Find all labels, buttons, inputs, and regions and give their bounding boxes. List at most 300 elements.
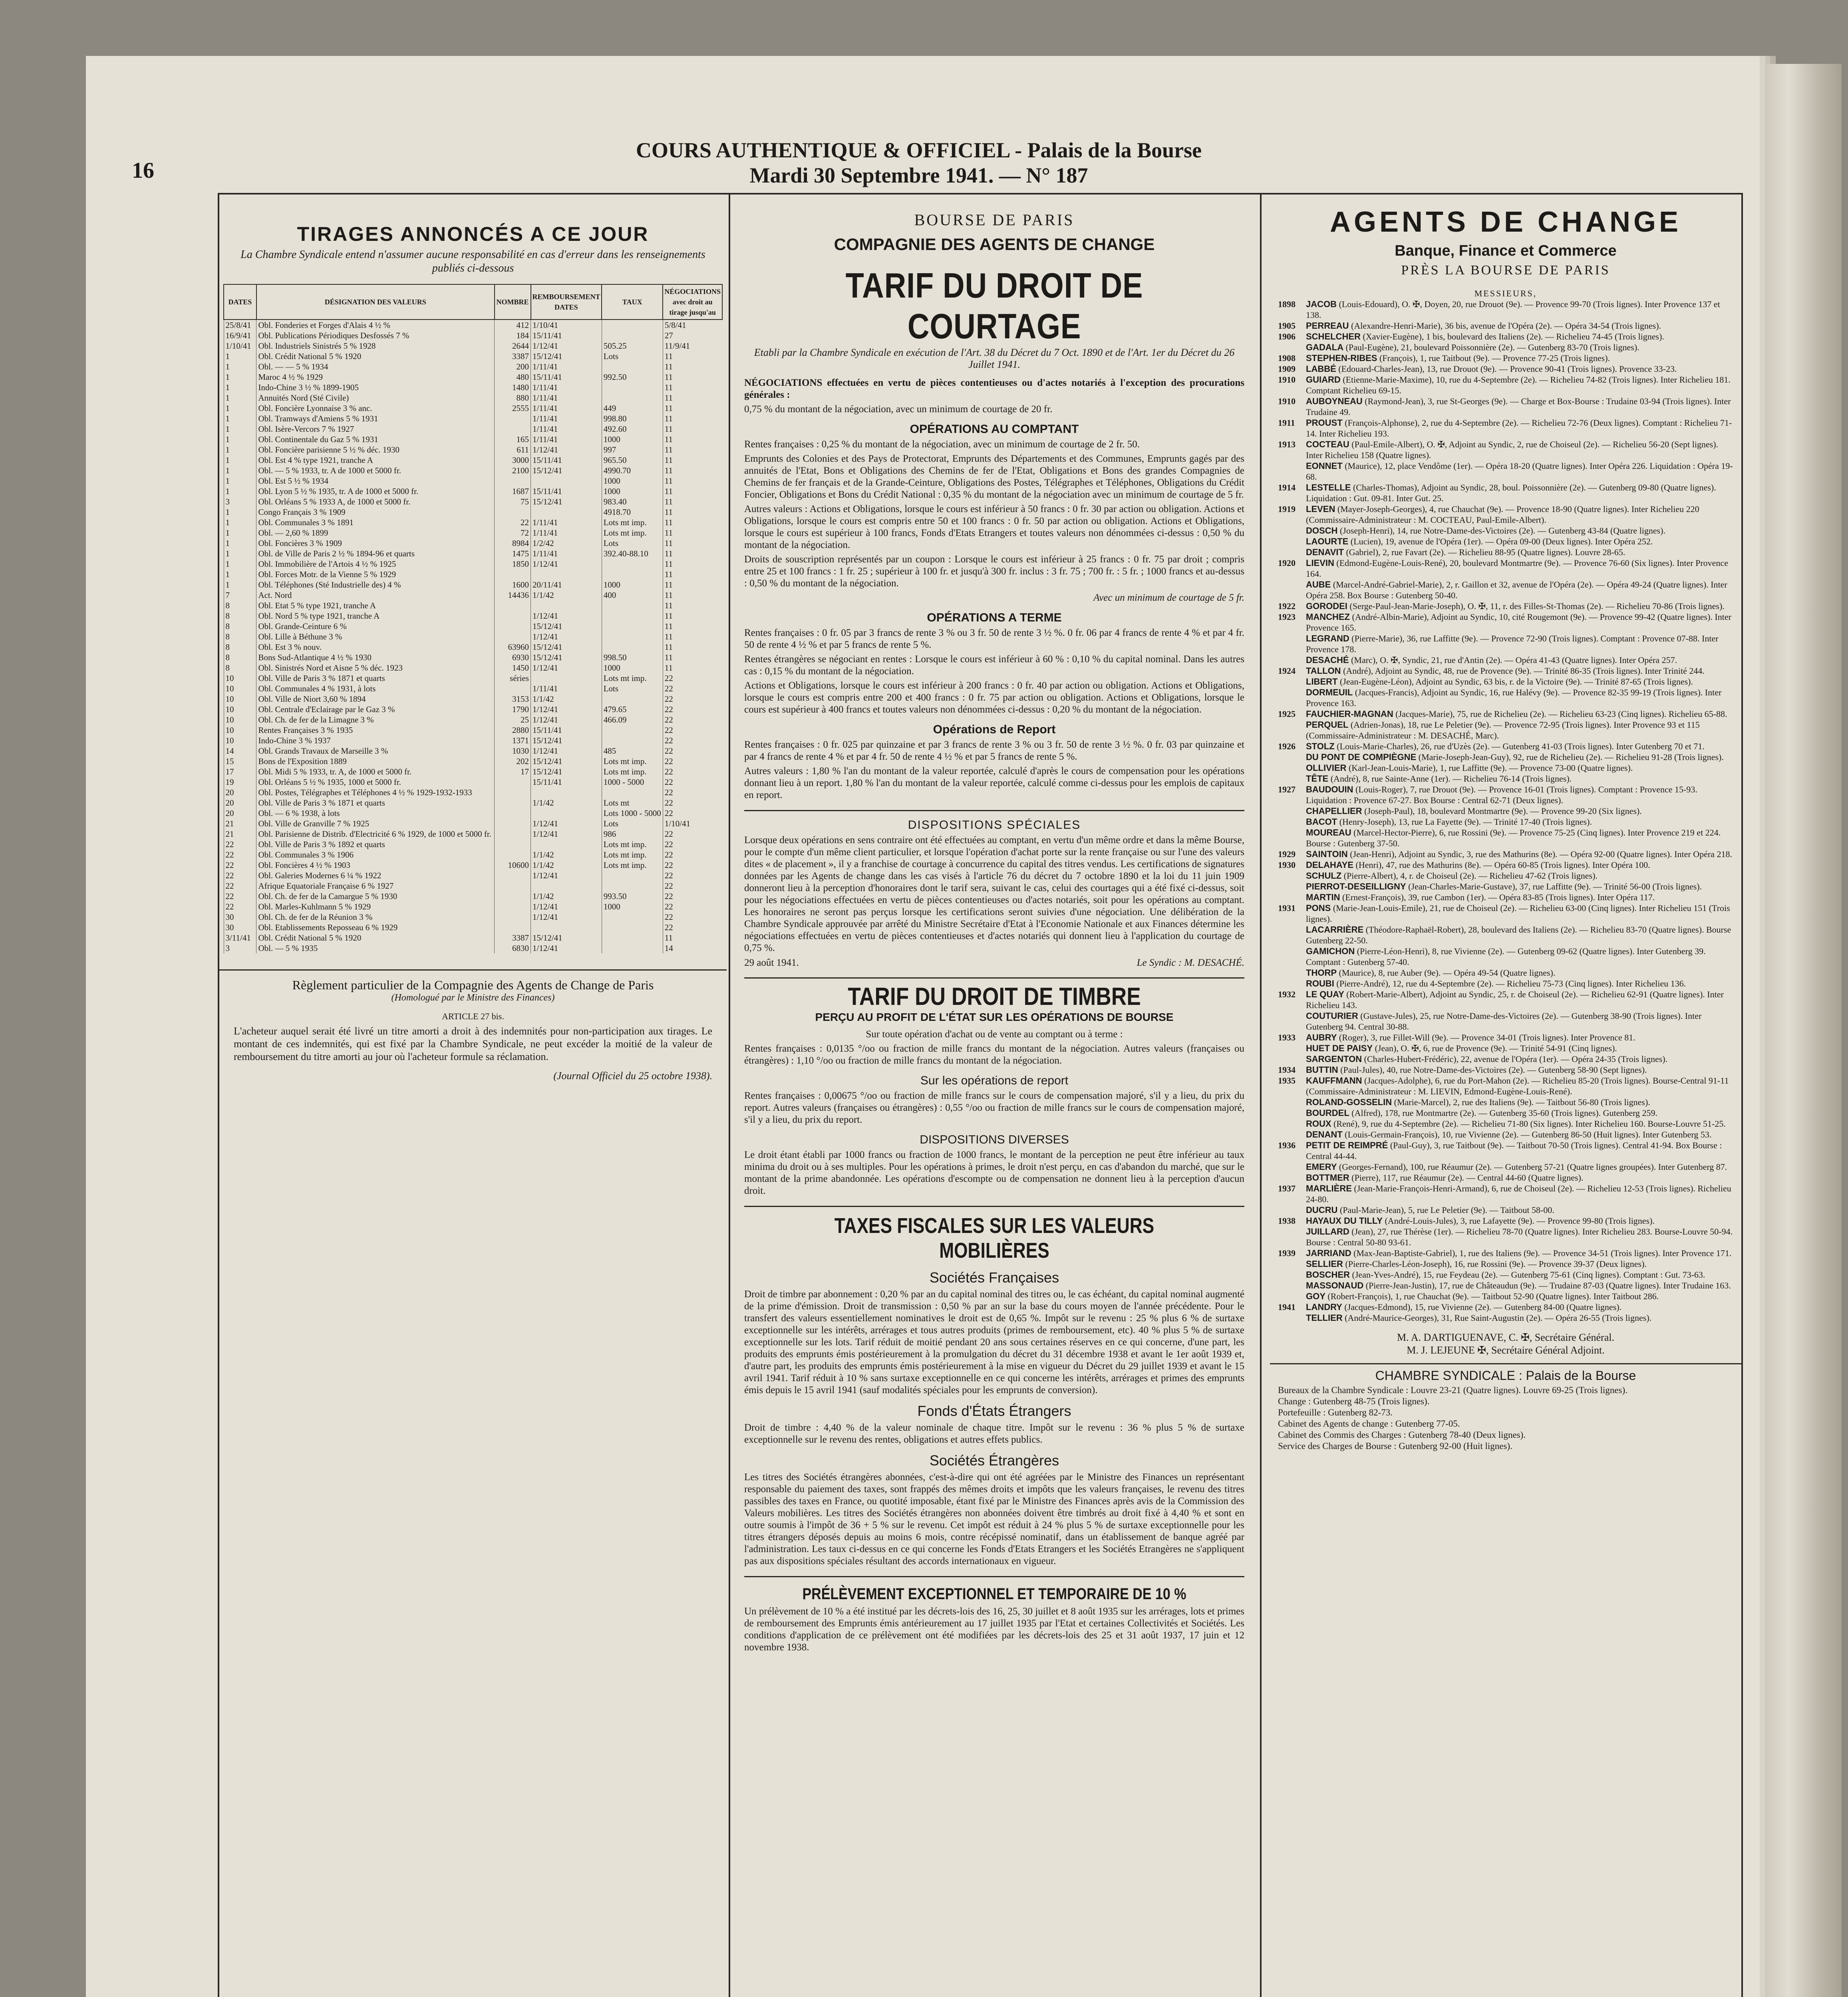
table-row	[224, 528, 722, 538]
table-cell: 15/11/41	[531, 330, 602, 341]
table-cell: 11	[663, 445, 722, 455]
table-cell: Obl. Postes, Télégraphes et Téléphones 4 ½ % 1929-1932-1933	[256, 787, 495, 798]
table-cell: 11	[663, 507, 722, 517]
courtage-syndic: Le Syndic : M. DESACHÉ.	[1137, 957, 1244, 968]
report-p2: Autres valeurs : 1,80 % l'an du montant de la valeur reportée, calculé d'après le cours de compensation pour les opérations donnant lieu à un report. 1,80 % l'an du montant de la valeur reportée, calculé comme ci-dessus pour les emplois de capitaux en report.	[744, 766, 1244, 800]
tirages-column-header: REMBOURSEMENT DATES	[531, 284, 602, 320]
column-rule	[1260, 195, 1262, 1997]
table-cell: 22	[663, 808, 722, 818]
taxes-etr-text: Les titres des Sociétés étrangères abonnées, c'est-à-dire qui ont été agréées par le Ministre des Finances un représentant responsable du paiement des taxes, sont frappés des mêmes droits et impôts que les valeurs françaises, le revenu des titres passibles des taxes en France, ou quotité imposable, étant fixé par le Ministre des Finances après avis de la Commission des Valeurs mobilières. Les titres des Sociétés étrangères non abonnées doivent être timbrés au droit fixé à 4,40 % et sont en outre soumis à l'impôt de 36 + 5 % sur le revenu. Cet impôt est réduit à 24 % plus 5 % de surtaxe exceptionnelle pour les titres étrangers déposés depuis au moins 6 mois, contre récépissé nominatif, dans un établissement de banque agréé par l'administration. Les taux ci-dessus en ce qui concerne les Fonds d'Etats Etrangers et les Sociétés Etrangères ne s'appliquent pas aux dispositions spéciales résultant des accords internationaux en vigueur.	[744, 1472, 1244, 1566]
table-row	[224, 808, 722, 818]
list-item	[1278, 1215, 1733, 1226]
table-cell	[495, 413, 531, 424]
table-cell: Obl. Lyon 5 ½ % 1935, tr. A de 1000 et 5000 fr.	[256, 486, 495, 496]
table-cell: Lots mt imp.	[602, 839, 663, 850]
table-cell	[495, 600, 531, 611]
table-cell: Lots mt	[602, 798, 663, 808]
table-row	[224, 766, 722, 777]
table-cell	[602, 600, 663, 611]
agent-details: (Pierre-Jean-Justin), 17, rue de Châteaudun (9e). — Trudaine 87-03 (Quatre lignes). Inter Trudaine 163.	[1363, 1280, 1731, 1290]
table-cell	[602, 320, 663, 330]
reglement-text: L'acheteur auquel serait été livré un titre amorti a droit à des indemnités pour non-participation aux tirages. Le montant de ces indemnités, qui est fixé par la Chambre Syndicale, ne peut excéder la moitié de la valeur de remboursement du titre amorti au jour où l'acheteur formule sa réclamation.	[234, 1025, 712, 1062]
table-cell: Obl. Centrale d'Eclairage par le Gaz 3 %	[256, 704, 495, 715]
table-cell: 15/12/41	[531, 766, 602, 777]
agent-name: LEGRAND	[1306, 633, 1349, 643]
table-cell: 22	[663, 787, 722, 798]
agent-name: EONNET	[1306, 461, 1343, 471]
agent-name: SAINTOIN	[1306, 849, 1348, 859]
table-cell: Obl. Est 5 ½ % 1934	[256, 476, 495, 486]
table-cell: 16/9/41	[224, 330, 256, 341]
table-cell: 22	[224, 881, 256, 891]
agent-name: ROUBI	[1306, 979, 1334, 989]
agent-name: SCHULZ	[1306, 871, 1342, 881]
table-cell: 21	[224, 829, 256, 839]
taxes-etr-title: Sociétés Étrangères	[929, 1452, 1059, 1469]
table-row	[224, 548, 722, 559]
agent-year	[1278, 1043, 1306, 1054]
agent-entry	[1306, 1215, 1733, 1226]
table-cell: 3387	[495, 933, 531, 943]
reglement-source: (Journal Officiel du 25 octobre 1938).	[553, 1070, 712, 1082]
list-item	[1278, 849, 1733, 860]
agent-details: (Pierre), 117, rue Réaumur (2e). — Central 44-60 (Quatre lignes).	[1349, 1173, 1584, 1183]
table-cell	[495, 777, 531, 787]
agent-entry	[1306, 417, 1733, 439]
table-cell: 15/12/41	[531, 496, 602, 507]
table-cell	[495, 808, 531, 818]
table-row	[224, 694, 722, 704]
table-cell: 20	[224, 808, 256, 818]
agent-name: SCHELCHER	[1306, 332, 1361, 341]
table-cell: 1/12/41	[531, 559, 602, 569]
comptant-p2: Emprunts des Colonies et des Pays de Protectorat, Emprunts des Départements et des Communes, Emprunts gagés par des annuités de l'Etat, Bons et Obligations des Chemins de fer de l'Etat, Obligations et Bons des grandes Compagnies de Chemins de fer français et de la Grande-Ceinture, Obligations des Postes, Télégraphes et Téléphones, Obligations du Crédit Foncier, Obligations et Bons du Crédit National : 0,35 % du montant de la négociation avec un minimum de courtage de 5 fr.	[744, 453, 1244, 500]
table-row	[224, 569, 722, 580]
table-cell: 22	[663, 683, 722, 694]
table-cell: 15/11/41	[531, 372, 602, 382]
table-cell: 8	[224, 642, 256, 652]
table-row	[224, 798, 722, 808]
agent-year: 1922	[1278, 601, 1296, 611]
table-cell: 1	[224, 413, 256, 424]
table-cell: Obl. — 2,60 % 1899	[256, 528, 495, 538]
agent-year	[1278, 806, 1306, 816]
table-cell	[602, 611, 663, 621]
agent-entry	[1306, 1312, 1733, 1323]
agent-entry	[1306, 320, 1733, 331]
agent-details: (Jean-Charles-Marie-Gustave), 37, rue Laffitte (9e). — Trinité 56-00 (Trois lignes).	[1406, 881, 1702, 891]
table-cell	[531, 569, 602, 580]
list-item	[1278, 353, 1733, 363]
agent-name: THORP	[1306, 968, 1337, 978]
table-cell: Lots mt imp.	[602, 860, 663, 870]
agent-entry	[1306, 849, 1733, 860]
table-cell: 1/12/41	[531, 341, 602, 351]
table-cell: Lots mt imp.	[602, 528, 663, 538]
agent-details: (Edmond-Eugène-Louis-René), 20, boulevard Montmartre (9e). — Provence 76-60 (Six lignes). Inter Provence 164.	[1306, 558, 1728, 579]
list-item	[1278, 1312, 1733, 1323]
table-cell: 8	[224, 611, 256, 621]
agent-year	[1278, 881, 1306, 892]
table-cell	[602, 943, 663, 953]
table-cell: 10	[224, 683, 256, 694]
table-cell	[531, 922, 602, 933]
table-cell: 11	[663, 403, 722, 413]
list-item	[1278, 1280, 1733, 1291]
table-row	[224, 517, 722, 528]
table-cell: Obl. — 6 % 1938, à lots	[256, 808, 495, 818]
table-cell	[495, 901, 531, 912]
table-cell: 986	[602, 829, 663, 839]
chambre-item: Cabinet des Agents de change : Gutenberg 77-05.	[1278, 1419, 1460, 1429]
table-cell: Obl. de Ville de Paris 2 ½ % 1894-96 et quarts	[256, 548, 495, 559]
table-cell	[602, 621, 663, 631]
agent-entry	[1306, 353, 1733, 363]
table-cell: Obl. Continentale du Gaz 5 % 1931	[256, 434, 495, 445]
signature-2: M. J. LEJEUNE ✠, Secrétaire Général Adjoint.	[1407, 1344, 1605, 1356]
header-title: COURS AUTHENTIQUE & OFFICIEL - Palais de la Bourse	[636, 138, 1202, 162]
table-cell: 8	[224, 631, 256, 642]
table-cell	[495, 829, 531, 839]
table-cell: 11	[663, 517, 722, 528]
table-cell	[495, 621, 531, 631]
tirages-header-row	[224, 284, 722, 320]
agent-year	[1278, 676, 1306, 687]
agent-name: HUET DE PAISY	[1306, 1043, 1373, 1053]
agent-entry	[1306, 611, 1733, 633]
table-cell: 880	[495, 393, 531, 403]
list-item	[1278, 665, 1733, 676]
agent-name: FAUCHIER-MAGNAN	[1306, 709, 1393, 719]
agent-year	[1278, 1097, 1306, 1108]
list-item	[1278, 870, 1733, 881]
table-cell: Obl. — 5 % 1935	[256, 943, 495, 953]
agent-year: 1931	[1278, 903, 1296, 913]
prelevement-text: Un prélèvement de 10 % a été institué par les décrets-lois des 16, 25, 30 juillet et 8 août 1935 sur les arrérages, lots et primes de remboursement des Emprunts émis antérieurement au 17 juillet 1935 par l'Etat et certaines Collectivités et Sociétés. Les conditions d'application de ce prélèvement ont été modifiées par les décrets-lois des 25 et 31 août 1937, 17 juin et 12 novembre 1938.	[744, 1606, 1244, 1653]
agent-details: (Marie-Joseph-Jean-Guy), 92, rue de Richelieu (2e). — Richelieu 91-28 (Trois lignes).	[1416, 752, 1724, 762]
table-cell: Obl. Ch. de fer de la Camargue 5 % 1930	[256, 891, 495, 901]
table-cell: 1/11/41	[531, 517, 602, 528]
table-cell: 17	[224, 766, 256, 777]
agent-year: 1919	[1278, 504, 1296, 514]
table-row	[224, 725, 722, 735]
table-cell: 1/11/41	[531, 382, 602, 393]
table-cell: 2880	[495, 725, 531, 735]
table-cell	[602, 922, 663, 933]
table-cell: 11	[663, 455, 722, 465]
table-cell: 30	[224, 912, 256, 922]
agent-year	[1278, 655, 1306, 665]
table-cell: Obl. Midi 5 % 1933, tr. A, de 1000 et 5000 fr.	[256, 766, 495, 777]
agent-entry	[1306, 881, 1733, 892]
chambre-item: Portefeuille : Gutenberg 82-73.	[1278, 1407, 1393, 1417]
table-cell: 72	[495, 528, 531, 538]
list-item	[1278, 601, 1733, 611]
agent-details: (Louis-Edouard), O. ✠, Doyen, 20, rue Drouot (9e). — Provence 99-70 (Trois lignes). Inter Provence 137 et 138.	[1306, 299, 1720, 320]
agent-details: (Adrien-Jonas), 18, rue Le Peletier (9e). — Provence 72-95 (Trois lignes). Inter Provence 93 et 115 (Commissaire-Administrateur : M. DESACHÉ, Marc).	[1306, 720, 1700, 740]
list-item	[1278, 299, 1733, 320]
table-row	[224, 839, 722, 850]
agent-details: (Karl-Jean-Louis-Marie), 1, rue Laffitte (9e). — Provence 73-00 (Quatre lignes).	[1346, 763, 1633, 773]
agent-name: BACOT	[1306, 817, 1337, 827]
tirages-table	[223, 284, 723, 953]
agent-entry	[1306, 752, 1733, 762]
agent-year: 1910	[1278, 396, 1296, 406]
chambre-item: Service des Charges de Bourse : Gutenberg 92-00 (Huit lignes).	[1278, 1441, 1512, 1451]
list-item	[1278, 547, 1733, 558]
table-cell: Obl. Est 4 % type 1921, tranche A	[256, 455, 495, 465]
table-cell: 10	[224, 704, 256, 715]
timbre-intro: Sur toute opération d'achat ou de vente au comptant ou à terme :	[866, 1029, 1123, 1040]
table-row	[224, 922, 722, 933]
list-item	[1278, 1118, 1733, 1129]
agent-name: ROUX	[1306, 1119, 1331, 1129]
table-cell: 11	[663, 382, 722, 393]
table-cell: 5/8/41	[663, 320, 722, 330]
agent-entry	[1306, 299, 1733, 320]
table-cell: Obl. Tramways d'Amiens 5 % 1931	[256, 413, 495, 424]
agent-name: BOTTMER	[1306, 1173, 1349, 1183]
table-cell: 10	[224, 673, 256, 683]
agent-year: 1932	[1278, 989, 1296, 999]
agent-name: JACOB	[1306, 299, 1337, 309]
list-item	[1278, 482, 1733, 504]
agent-name: TELLIER	[1306, 1313, 1343, 1323]
list-item	[1278, 1248, 1733, 1259]
agent-entry	[1306, 1269, 1733, 1280]
agent-entry	[1306, 1064, 1733, 1075]
chambre-list	[1270, 1383, 1741, 1453]
list-item	[1278, 762, 1733, 773]
agent-year	[1278, 1118, 1306, 1129]
table-cell: Maroc 4 ½ % 1929	[256, 372, 495, 382]
table-cell: Obl. Forces Motr. de la Vienne 5 % 1929	[256, 569, 495, 580]
table-cell: 11	[663, 652, 722, 663]
table-cell: 22	[663, 798, 722, 808]
table-cell: Obl. Isère-Vercors 7 % 1927	[256, 424, 495, 434]
table-cell: 1/12/41	[531, 746, 602, 756]
agent-year	[1278, 1054, 1306, 1064]
agent-name: LANDRY	[1306, 1302, 1342, 1312]
table-cell: 11	[663, 413, 722, 424]
table-cell: 1/12/41	[531, 631, 602, 642]
table-cell: Obl. Grande-Ceinture 6 %	[256, 621, 495, 631]
table-cell: 14	[224, 746, 256, 756]
agent-details: (André-Louis-Jules), 3, rue Lafayette (9e). — Provence 99-80 (Trois lignes).	[1382, 1216, 1655, 1226]
agent-entry	[1306, 1129, 1733, 1140]
table-cell: 1600	[495, 580, 531, 590]
agent-name: PONS	[1306, 903, 1331, 913]
taxes-fr-title: Sociétés Françaises	[929, 1269, 1059, 1286]
agent-details: (Gabriel), 2, rue Favart (2e). — Richelieu 88-95 (Quatre lignes). Louvre 28-65.	[1343, 547, 1625, 557]
agent-entry	[1306, 1280, 1733, 1291]
agent-year	[1278, 719, 1306, 741]
agent-year: 1913	[1278, 439, 1296, 449]
chambre-item: Change : Gutenberg 48-75 (Trois lignes).	[1278, 1396, 1430, 1406]
agent-entry	[1306, 504, 1733, 525]
agent-details: (Xavier-Eugène), 1 bis, boulevard des Italiens (2e). — Richelieu 74-45 (Trois lignes).	[1360, 332, 1664, 341]
table-cell: Obl. Foncières 4 ½ % 1903	[256, 860, 495, 870]
agent-details: (André), 8, rue Sainte-Anne (1er). — Richelieu 76-14 (Trois lignes).	[1328, 774, 1572, 784]
taxes-fr-text: Droit de timbre par abonnement : 0,20 % par an du capital nominal des titres ou, le cas échéant, du capital nominal augmenté de la prime d'émission. Droit de transmission : 0,50 % par an sur la base du cours moyen de l'année précédente. Pour le transfert des valeurs essentiellement nominatives le droit est de 0,65 %. Impôt sur le revenu : 25 % plus 6 % de surtaxe exceptionnelle sur les intérêts, arrérages et tous autres produits (primes de remboursement, etc). 40 % plus 5 % de surtaxe exceptionnelle sur les lots. Tarif réduit de moitié pendant 20 ans sous certaines réserves en ce qui concerne, d'une part, les produits des emprunts émis postérieurement à la promulgation du décret du 31 décembre 1938 et avant le 1er août 1939 et, d'autre part, les produits des emprunts émis postérieurement à la mise en vigueur du Décret du 29 juillet 1939 et avant le 15 avril 1941. Tarif réduit à 10 % sans surtaxe exceptionnelle en ce qui concerne les intérêts, arrérages et primes des emprunts émis depuis le 15 avril 1941 (sauf modalités spéciales pour les emprunts de conversion).	[744, 1289, 1244, 1396]
table-cell	[495, 683, 531, 694]
agent-entry	[1306, 558, 1733, 579]
agent-details: (Pierre-Marie), 36, rue Laffitte (9e). — Provence 72-90 (Trois lignes). Comptant : Provence 07-88. Inter Provence 178.	[1306, 633, 1719, 654]
list-item	[1278, 1140, 1733, 1161]
agent-entry	[1306, 439, 1733, 461]
table-cell: Lots mt imp.	[602, 673, 663, 683]
agent-details: (Louis-Marie-Charles), 26, rue d'Uzès (2e). — Gutenberg 41-03 (Trois lignes). Inter Gutenberg 70 et 71.	[1334, 741, 1705, 751]
table-cell: 1	[224, 569, 256, 580]
table-cell: 1480	[495, 382, 531, 393]
agent-details: (Henry-Joseph), 13, rue La Fayette (9e). — Trinité 17-40 (Trois lignes).	[1337, 817, 1592, 827]
agent-name: CHAPELLIER	[1306, 806, 1362, 816]
tirages-column	[219, 195, 727, 1997]
table-cell: 1/12/41	[531, 818, 602, 829]
table-cell: 11	[663, 351, 722, 361]
table-cell: 11	[663, 393, 722, 403]
agent-year	[1278, 762, 1306, 773]
table-row	[224, 486, 722, 496]
table-cell: 466.09	[602, 715, 663, 725]
agent-entry	[1306, 665, 1733, 676]
table-row	[224, 756, 722, 766]
table-cell: Lots mt imp.	[602, 850, 663, 860]
agent-details: (Pierre-Albert), 4, r. de Choiseul (2e). — Richelieu 47-62 (Trois lignes).	[1341, 871, 1598, 881]
table-cell: Obl. Galeries Modernes 6 ¼ % 1922	[256, 870, 495, 881]
agent-year: 1914	[1278, 482, 1296, 492]
table-cell: 11/9/41	[663, 341, 722, 351]
agent-details: (Louis-Roger), 7, rue Drouot (9e). — Provence 16-01 (Trois lignes). Comptant : Provence 15-93. Liquidation : Provence 67-27. Box Bourse : Central 62-71 (Deux lignes).	[1306, 784, 1697, 805]
table-cell: Indo-Chine 3 % 1937	[256, 735, 495, 746]
list-item	[1278, 504, 1733, 525]
agent-details: (Jean), O. ✠, 6, rue de Provence (9e). — Trinité 54-91 (Cinq lignes).	[1373, 1043, 1617, 1053]
list-item	[1278, 1259, 1733, 1269]
table-cell	[602, 725, 663, 735]
table-cell: 10600	[495, 860, 531, 870]
agent-details: (Jean-Yves-André), 15, rue Feydeau (2e). — Gutenberg 75-61 (Cinq lignes). Comptant : Gut. 73-63.	[1350, 1270, 1705, 1280]
list-item	[1278, 396, 1733, 417]
table-cell: 1	[224, 517, 256, 528]
agent-name: LESTELLE	[1306, 482, 1351, 492]
table-cell: 11	[663, 434, 722, 445]
table-row	[224, 600, 722, 611]
agent-entry	[1306, 1032, 1733, 1043]
table-cell: 7	[224, 590, 256, 600]
agent-name: BOSCHER	[1306, 1270, 1350, 1280]
table-cell: Bons de l'Exposition 1889	[256, 756, 495, 766]
agent-year	[1278, 536, 1306, 547]
negociations-rate: 0,75 % du montant de la négociation, avec un minimum de courtage de 20 fr.	[744, 404, 1053, 415]
table-cell: 22	[663, 901, 722, 912]
table-cell: 15	[224, 756, 256, 766]
table-cell: 15/11/41	[531, 725, 602, 735]
agent-year	[1278, 924, 1306, 946]
table-row	[224, 663, 722, 673]
agent-year: 1935	[1278, 1076, 1296, 1086]
table-cell: 11	[663, 933, 722, 943]
section-divider	[744, 1576, 1244, 1577]
agent-year	[1278, 342, 1306, 353]
list-item	[1278, 860, 1733, 870]
agent-details: (Charles-Thomas), Adjoint au Syndic, 28, boul. Poissonnière (2e). — Gutenberg 09-80 (Quatre lignes). Liquidation : Gut. 09-81. Inter Gut. 25.	[1306, 482, 1716, 503]
table-cell: 22	[663, 922, 722, 933]
list-item	[1278, 989, 1733, 1010]
list-item	[1278, 1108, 1733, 1118]
table-cell: 8	[224, 621, 256, 631]
table-cell: 998.80	[602, 413, 663, 424]
table-row	[224, 361, 722, 372]
table-cell	[531, 476, 602, 486]
agent-details: (François-Alphonse), 2, rue du 4-Septembre (2e). — Richelieu 72-76 (Deux lignes). Comptant : Richelieu 71-14. Inter Richelieu 193.	[1306, 418, 1732, 439]
table-cell: 1/10/41	[663, 818, 722, 829]
agent-name: LIEVIN	[1306, 558, 1334, 568]
agent-year: 1898	[1278, 299, 1296, 309]
table-row	[224, 465, 722, 476]
table-cell: 20	[224, 798, 256, 808]
agent-entry	[1306, 1054, 1733, 1064]
agent-year	[1278, 773, 1306, 784]
timbre-title: TARIF DU DROIT DE TIMBRE	[848, 983, 1141, 1010]
agent-name: LAOURTE	[1306, 536, 1349, 546]
agent-details: (Roger), 3, rue Fillet-Will (9e). — Provence 34-01 (Trois lignes). Inter Provence 81.	[1337, 1032, 1635, 1042]
table-cell: 449	[602, 403, 663, 413]
agent-year: 1906	[1278, 332, 1296, 341]
agent-year: 1934	[1278, 1065, 1296, 1075]
agent-name: STEPHEN-RIBES	[1306, 353, 1377, 363]
table-cell: Obl. Orléans 5 % 1933 A, de 1000 et 5000 fr.	[256, 496, 495, 507]
agent-year	[1278, 1161, 1306, 1172]
agent-year	[1278, 687, 1306, 709]
table-cell: 27	[663, 330, 722, 341]
table-cell	[602, 393, 663, 403]
table-cell: 3	[224, 496, 256, 507]
table-row	[224, 424, 722, 434]
table-cell: Obl. Ch. de fer de la Limagne 3 %	[256, 715, 495, 725]
agent-details: (Paul-Marie-Jean), 5, rue Le Peletier (9e). — Taitbout 58-00.	[1337, 1205, 1554, 1215]
table-row	[224, 507, 722, 517]
table-cell: 11	[663, 538, 722, 548]
agent-year: 1927	[1278, 784, 1296, 794]
agent-details: (Jacques-Francis), Adjoint au Syndic, 16, rue Halévy (9e). — Provence 82-35 99-19 (Trois lignes). Inter Provence 163.	[1306, 687, 1722, 708]
taxes-etat-title: Fonds d'États Étrangers	[917, 1403, 1071, 1419]
table-cell: 1	[224, 455, 256, 465]
tirages-title: TIRAGES ANNONCÉS A CE JOUR	[297, 223, 649, 245]
agent-name: AUBE	[1306, 580, 1331, 590]
agent-entry	[1306, 1248, 1733, 1259]
table-cell: 22	[224, 870, 256, 881]
table-cell	[495, 870, 531, 881]
agent-name: LEVEN	[1306, 504, 1335, 514]
agent-entry	[1306, 547, 1733, 558]
list-item	[1278, 967, 1733, 978]
table-cell: 1790	[495, 704, 531, 715]
table-cell: Rentes Françaises 3 % 1935	[256, 725, 495, 735]
table-cell: 505.25	[602, 341, 663, 351]
table-cell: Obl. Industriels Sinistrés 5 % 1928	[256, 341, 495, 351]
table-cell: 22	[663, 673, 722, 683]
tirages-subtitle: La Chambre Syndicale entend n'assumer aucune responsabilité en cas d'erreur dans les renseignements publiés ci-dessous	[240, 248, 705, 274]
table-cell: 63960	[495, 642, 531, 652]
agent-name: PROUST	[1306, 418, 1343, 428]
table-cell: 8984	[495, 538, 531, 548]
table-cell: 1687	[495, 486, 531, 496]
table-cell: 10	[224, 735, 256, 746]
table-cell	[602, 787, 663, 798]
comptant-title: OPÉRATIONS AU COMPTANT	[910, 423, 1079, 436]
table-cell: 22	[663, 870, 722, 881]
list-item	[1278, 946, 1733, 967]
